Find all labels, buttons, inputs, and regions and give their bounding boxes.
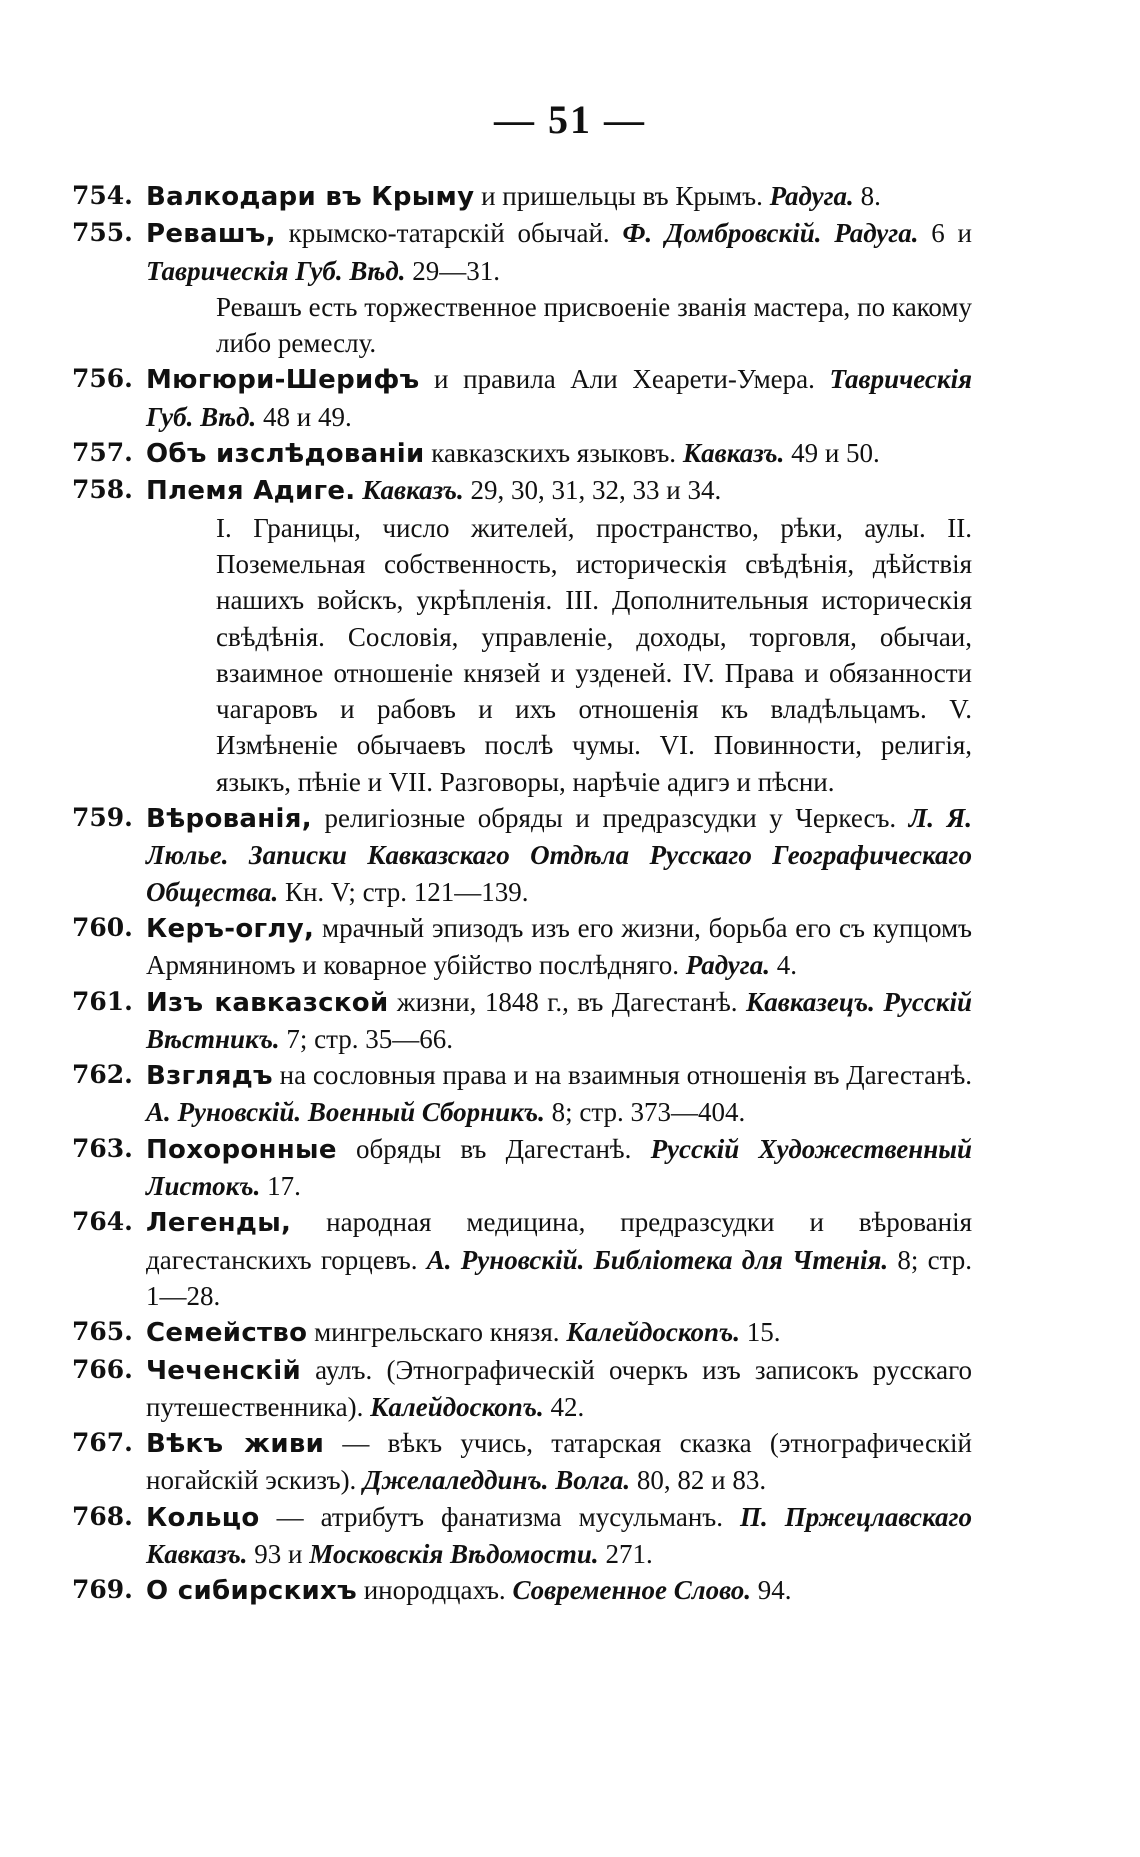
- entry-source: Калейдоскопъ.: [370, 1391, 544, 1422]
- entry-source-secondary: Таврическія Губ. Вѣд.: [146, 255, 406, 286]
- entry-source: Калейдоскопъ.: [566, 1317, 741, 1348]
- entry-tail: 7; стр. 35—66.: [279, 1023, 454, 1054]
- entry-tail: 8; стр. 1—28.: [146, 1244, 972, 1311]
- entry-text: жизни, 1848 г., въ Дагестанѣ.: [388, 986, 746, 1017]
- bibliography-list: [72, 178, 972, 1610]
- entry-source-secondary: Московскія Вѣдомости.: [309, 1538, 599, 1569]
- entry-source: Таврическія Губ. Вѣд.: [146, 364, 972, 432]
- entry-source: Кавказецъ. Русскій Вѣстникъ.: [146, 986, 973, 1054]
- entry-number: 761.: [72, 986, 133, 1016]
- entry-heading: Похоронные: [146, 1134, 337, 1165]
- entry-heading: Керъ-оглу,: [146, 913, 315, 944]
- entry-text: мрачный эпизодъ изъ его жизни, борьба его съ купцомъ Армяниномъ и коварное убійство послѣдняго.: [146, 912, 972, 981]
- entry-number: 765.: [72, 1317, 133, 1347]
- entry-annotation: Ревашъ есть торжественное присвоеніе званія мастера, по какому либо ремеслу.: [216, 291, 972, 359]
- entry-tail: 4.: [769, 950, 797, 981]
- entry-number: 766.: [72, 1354, 133, 1384]
- entry-source: Джелаледдинъ. Волга.: [363, 1465, 631, 1496]
- entry-text: и пришельцы въ Крымъ.: [474, 181, 770, 211]
- entry-source: А. Руновскій. Военный Сборникъ.: [146, 1097, 545, 1128]
- entry-text: — вѣкъ учись, татарская сказка (этнографическій ногайскій эскизъ).: [146, 1428, 972, 1496]
- bibliography-entry: [72, 800, 972, 910]
- entry-tail: 49 и 50.: [784, 438, 880, 469]
- bibliography-entry: [72, 472, 972, 800]
- entry-source: Радуга.: [685, 950, 770, 981]
- entry-heading: Вѣкъ живи: [146, 1429, 325, 1460]
- entry-number: 754.: [72, 181, 133, 210]
- entry-heading: Объ изслѣдованіи: [146, 439, 425, 470]
- entry-number: 769.: [72, 1575, 133, 1605]
- entry-tail-secondary: 29—31.: [405, 255, 500, 286]
- entry-tail-secondary: 271.: [598, 1538, 653, 1569]
- entry-tail: 80, 82 и 83.: [630, 1465, 767, 1496]
- entry-tail: 8.: [853, 181, 881, 211]
- entry-tail: 6 и: [918, 218, 973, 249]
- entry-source: Современное Слово.: [512, 1575, 752, 1606]
- bibliography-entry: [72, 1425, 972, 1499]
- entry-text: мингрельскаго князя.: [307, 1317, 567, 1348]
- bibliography-entry: [72, 1131, 972, 1205]
- bibliography-entry: [72, 361, 972, 435]
- entry-source: Радуга.: [769, 181, 854, 211]
- entry-tail: 48 и 49.: [256, 401, 352, 432]
- entry-annotation: I. Границы, число жителей, пространство, рѣки, аулы. II. Поземельная собственность, историческія свѣдѣнія, дѣйствія нашихъ войскъ, укрѣпленія. III. Дополнительныя историческія свѣдѣнія. Сословія, управленіе, доходы, торговля, обычаи, взаимное отношеніе князей и узденей. IV. Права и обязанности чагаровъ и рабовъ и ихъ отношенія къ владѣльцамъ. V. Измѣненіе обычаевъ послѣ чумы. VI. Повинности, религія, языкъ, пѣніе и VII. Разговоры, нарѣчіе адигэ и пѣсни.: [216, 512, 972, 797]
- entry-tail: 17.: [260, 1171, 301, 1202]
- bibliography-entry: [72, 1314, 972, 1351]
- entry-heading: Изъ кавказской: [146, 987, 389, 1018]
- page-number: — 51 —: [494, 97, 646, 142]
- entry-number: 758.: [72, 475, 133, 505]
- entry-number: 767.: [72, 1428, 133, 1458]
- entry-tail: 94.: [751, 1575, 792, 1606]
- entry-tail: 42.: [543, 1391, 585, 1422]
- entry-text: на сословныя права и на взаимныя отношенія въ Дагестанѣ.: [272, 1060, 972, 1091]
- entry-number: 764.: [72, 1207, 133, 1237]
- bibliography-entry: [72, 215, 972, 361]
- entry-tail: Кн. V; стр. 121—139.: [278, 876, 529, 907]
- entry-heading: О сибирскихъ: [146, 1576, 357, 1607]
- bibliography-entry: [72, 178, 972, 215]
- entry-text: народная медицина, предразсудки и вѣрованія дагестанскихъ горцевъ.: [146, 1207, 972, 1275]
- entry-number: 768.: [72, 1501, 133, 1531]
- entry-source: Л. Я. Люлье. Записки Кавказскаго Отдѣла Русскаго Географическаго Общества.: [146, 803, 973, 907]
- entry-source: Русскій Художественный Листокъ.: [146, 1133, 972, 1202]
- entry-number: 759.: [72, 803, 133, 833]
- entry-source: Ф. Домбровскій. Радуга.: [622, 218, 919, 249]
- entry-text: аулъ. (Этнографическій очеркъ изъ записокъ русскаго путешественника).: [146, 1354, 972, 1422]
- bibliography-entry: [72, 1352, 972, 1426]
- entry-number: 762.: [72, 1060, 133, 1090]
- entry-number: 760.: [72, 912, 133, 942]
- entry-heading: Валкодари въ Крыму: [146, 182, 475, 212]
- entry-heading: Чеченскій: [146, 1355, 301, 1386]
- entry-text: и правила Али Хеарети-Умера.: [419, 364, 830, 395]
- entry-heading: Ревашъ,: [146, 219, 276, 250]
- entry-text: инородцахъ.: [356, 1575, 513, 1606]
- entry-tail: 29, 30, 31, 32, 33 и 34.: [463, 475, 722, 506]
- entry-number: 756.: [72, 364, 133, 394]
- entry-heading: Кольцо: [146, 1502, 260, 1533]
- bibliography-entry: [72, 984, 972, 1058]
- entry-number: 763.: [72, 1133, 133, 1163]
- entry-source: А. Руновскій. Библіотека для Чтенія.: [426, 1244, 889, 1275]
- entry-text: обряды въ Дагестанѣ.: [336, 1133, 651, 1164]
- entry-tail: 15.: [740, 1317, 781, 1348]
- entry-heading: Вѣрованія,: [146, 804, 312, 835]
- entry-number: 757.: [72, 438, 133, 468]
- entry-source: Кавказъ.: [682, 438, 785, 469]
- entry-heading: Мюгюри-Шерифъ: [146, 365, 420, 396]
- entry-text: — атрибутъ фанатизма мусульманъ.: [259, 1501, 741, 1532]
- entry-tail: 8; стр. 373—404.: [544, 1097, 746, 1128]
- entry-number: 755.: [72, 218, 133, 248]
- entry-heading: Племя Адиге.: [146, 476, 356, 507]
- bibliography-entry: [72, 1499, 972, 1573]
- entry-heading: Семейство: [146, 1318, 308, 1349]
- entry-source: Кавказъ.: [362, 475, 464, 506]
- entry-heading: Легенды,: [146, 1208, 292, 1239]
- entry-text: крымско-татарскій обычай.: [275, 218, 623, 249]
- bibliography-entry: [72, 1572, 972, 1609]
- entry-text: кавказскихъ языковъ.: [424, 438, 683, 469]
- bibliography-entry: [72, 435, 972, 472]
- entry-source: П. Пржецлавскаго Кавказъ.: [146, 1501, 973, 1569]
- entry-tail: 93 и: [247, 1538, 310, 1569]
- bibliography-entry: [72, 1057, 972, 1131]
- bibliography-entry: [72, 910, 972, 984]
- entry-text: религіозные обряды и предразсудки у Черкесъ.: [311, 803, 909, 834]
- entry-heading: Взглядъ: [146, 1061, 273, 1092]
- bibliography-entry: [72, 1204, 972, 1314]
